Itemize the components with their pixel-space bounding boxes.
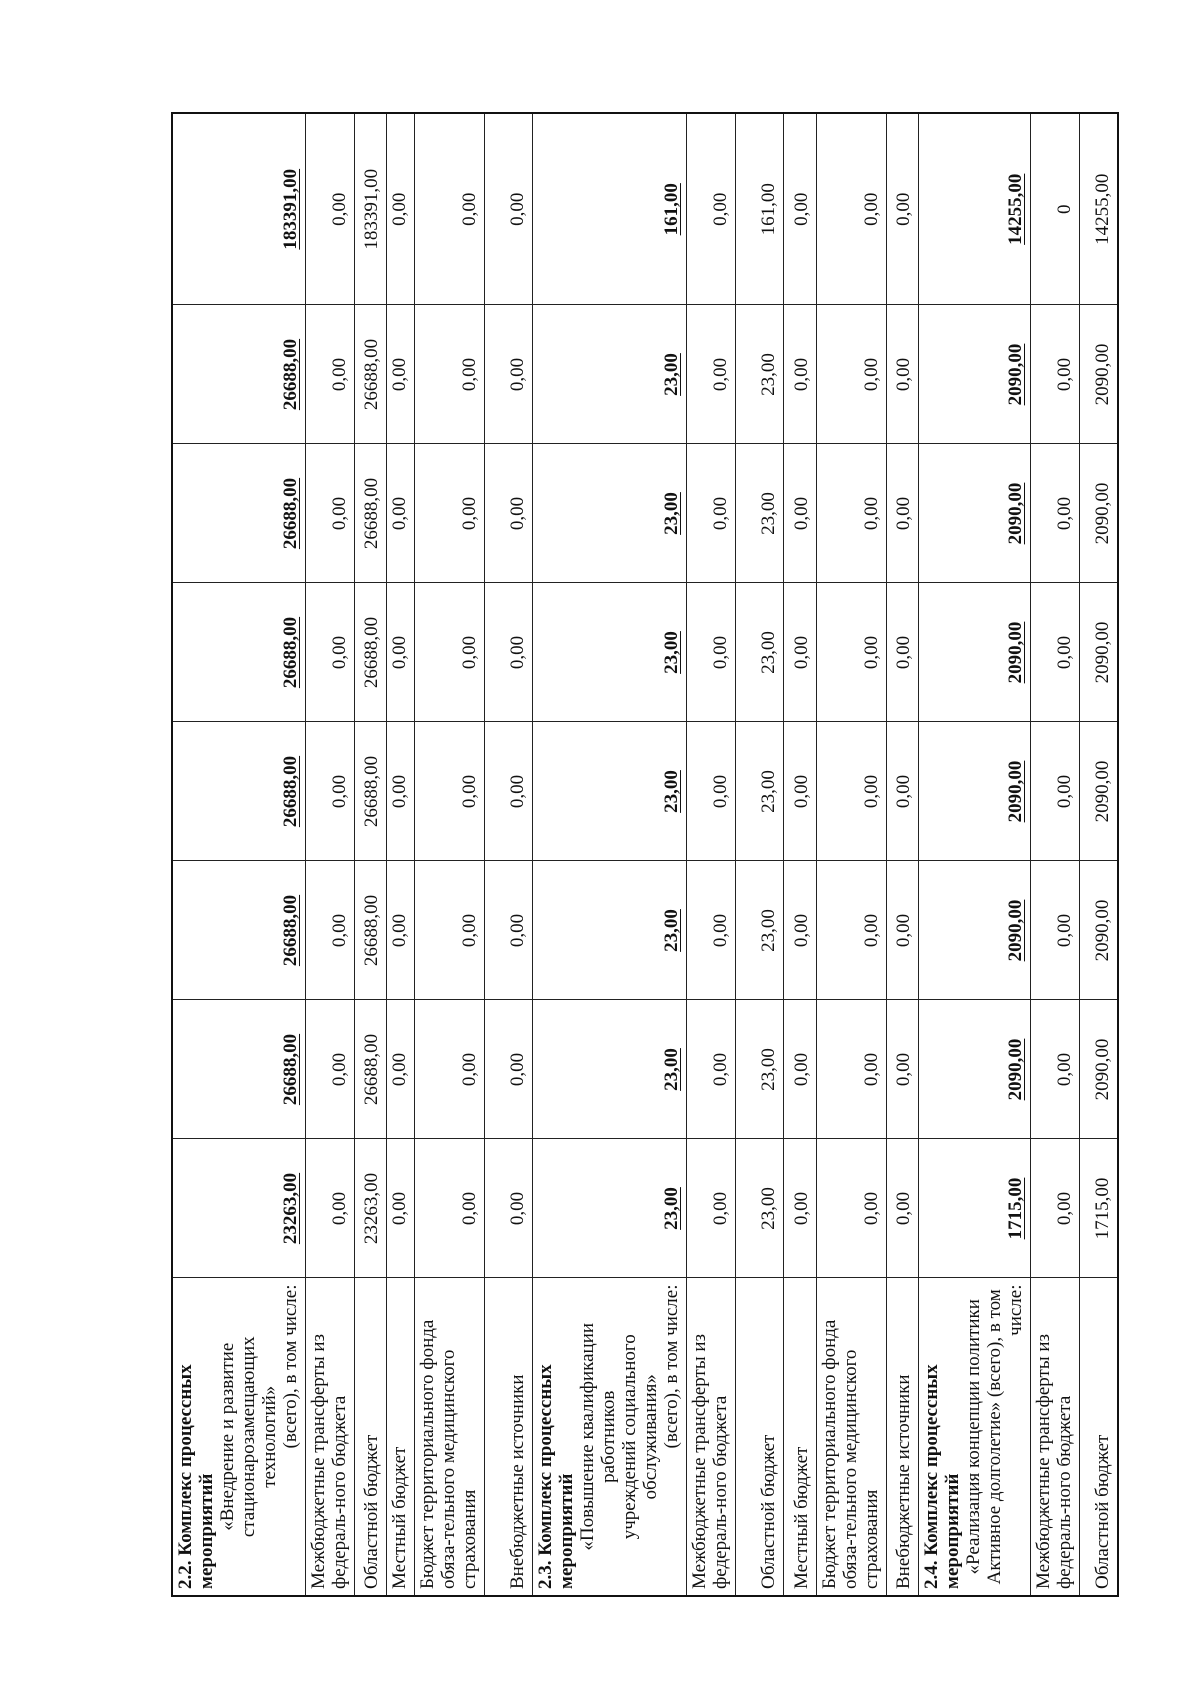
total-value-cell: 14255,00 <box>919 113 1031 305</box>
row-label-cell: Бюджет территориального фонда обяза-тельного медицинского страхования <box>415 1278 485 1596</box>
value-cell: 0,00 <box>817 444 887 583</box>
value-cell: 0,00 <box>415 444 485 583</box>
value-cell: 0,00 <box>306 444 355 583</box>
value-cell: 26688,00 <box>355 722 387 861</box>
value-cell: 0,00 <box>817 1000 887 1139</box>
total-value-cell: 0,00 <box>887 113 919 305</box>
value-cell: 0,00 <box>306 583 355 722</box>
value-cell: 0,00 <box>687 1139 736 1278</box>
value-cell: 26688,00 <box>172 1000 306 1139</box>
value-cell: 0,00 <box>306 722 355 861</box>
section-title-line: «Реализация концепции политики <box>963 1299 984 1575</box>
value-cell: 0,00 <box>306 861 355 1000</box>
table-row <box>387 113 415 1596</box>
value-cell: 0,00 <box>415 1139 485 1278</box>
total-value-cell: 183391,00 <box>355 113 387 305</box>
value-cell: 0,00 <box>784 1000 817 1139</box>
value-cell: 0,00 <box>1031 861 1080 1000</box>
value-cell: 2090,00 <box>919 722 1031 861</box>
table-row <box>1031 113 1080 1596</box>
value-cell: 2090,00 <box>1080 861 1118 1000</box>
value-cell: 0,00 <box>415 861 485 1000</box>
value-cell: 0,00 <box>1031 1139 1080 1278</box>
value-cell: 0,00 <box>1031 444 1080 583</box>
section-title: 2.2. Комплекс процессных мероприятий <box>175 1364 217 1589</box>
value-cell: 0,00 <box>485 583 533 722</box>
table-row <box>415 113 485 1596</box>
section-title-line: «Внедрение и развитие <box>217 1342 238 1531</box>
section-title: 2.4. Комплекс процессных мероприятий <box>921 1364 963 1589</box>
value-cell: 0,00 <box>387 1139 415 1278</box>
total-value-cell: 0,00 <box>306 113 355 305</box>
table-row <box>784 113 817 1596</box>
value-cell: 0,00 <box>415 1000 485 1139</box>
value-cell: 0,00 <box>784 305 817 444</box>
value-cell: 0,00 <box>387 444 415 583</box>
value-cell: 2090,00 <box>919 1000 1031 1139</box>
value-cell: 0,00 <box>485 305 533 444</box>
table-row <box>887 113 919 1596</box>
value-cell: 23,00 <box>533 1000 687 1139</box>
value-cell: 2090,00 <box>1080 305 1118 444</box>
value-cell: 23,00 <box>736 305 784 444</box>
table-row <box>736 113 784 1596</box>
total-value-cell: 161,00 <box>533 113 687 305</box>
value-cell: 23,00 <box>736 444 784 583</box>
value-cell: 0,00 <box>887 444 919 583</box>
total-value-cell: 183391,00 <box>172 113 306 305</box>
value-cell: 23263,00 <box>172 1139 306 1278</box>
value-cell: 0,00 <box>817 305 887 444</box>
value-cell: 23,00 <box>533 861 687 1000</box>
total-value-cell: 0 <box>1031 113 1080 305</box>
section-title-cell <box>533 1278 687 1596</box>
section-title-line: стационарозамещающих технологий» <box>238 1336 280 1538</box>
section-title: 2.3. Комплекс процессных мероприятий <box>535 1364 577 1589</box>
table-row <box>355 113 387 1596</box>
table-row <box>485 113 533 1596</box>
value-cell: 0,00 <box>784 583 817 722</box>
total-value-cell: 0,00 <box>784 113 817 305</box>
value-cell: 0,00 <box>485 1000 533 1139</box>
value-cell: 0,00 <box>387 583 415 722</box>
section-header-row <box>919 113 1031 1596</box>
value-cell: 0,00 <box>415 722 485 861</box>
row-label-cell: Межбюджетные трансферты из федераль-ного бюджета <box>1031 1278 1080 1596</box>
value-cell: 2090,00 <box>1080 444 1118 583</box>
value-cell: 23,00 <box>533 444 687 583</box>
row-label-cell: Областной бюджет <box>1080 1278 1118 1596</box>
section-title-tail: (всего), в том числе: <box>280 1284 301 1449</box>
value-cell: 23,00 <box>736 1000 784 1139</box>
value-cell: 0,00 <box>485 861 533 1000</box>
value-cell: 0,00 <box>784 1139 817 1278</box>
section-header-row <box>172 113 306 1596</box>
row-label-cell: Внебюджетные источники <box>485 1278 533 1596</box>
row-label-cell: Местный бюджет <box>784 1278 817 1596</box>
table-row <box>1080 113 1118 1596</box>
table-row <box>306 113 355 1596</box>
value-cell: 26688,00 <box>355 861 387 1000</box>
value-cell: 0,00 <box>306 305 355 444</box>
value-cell: 0,00 <box>306 1139 355 1278</box>
value-cell: 0,00 <box>1031 1000 1080 1139</box>
row-label-cell: Межбюджетные трансферты из федераль-ного бюджета <box>306 1278 355 1596</box>
value-cell: 1715,00 <box>1080 1139 1118 1278</box>
value-cell: 26688,00 <box>355 444 387 583</box>
value-cell: 23,00 <box>533 722 687 861</box>
value-cell: 26688,00 <box>355 1000 387 1139</box>
value-cell: 23,00 <box>533 1139 687 1278</box>
total-value-cell: 0,00 <box>415 113 485 305</box>
value-cell: 0,00 <box>387 305 415 444</box>
total-value-cell: 0,00 <box>687 113 736 305</box>
value-cell: 0,00 <box>817 1139 887 1278</box>
value-cell: 2090,00 <box>1080 722 1118 861</box>
value-cell: 26688,00 <box>355 305 387 444</box>
row-label-cell: Внебюджетные источники <box>887 1278 919 1596</box>
value-cell: 0,00 <box>817 583 887 722</box>
section-title-cell <box>919 1278 1031 1596</box>
row-label-cell: Бюджет территориального фонда обяза-тельного медицинского страхования <box>817 1278 887 1596</box>
value-cell: 0,00 <box>687 861 736 1000</box>
value-cell: 2090,00 <box>1080 1000 1118 1139</box>
value-cell: 2090,00 <box>919 305 1031 444</box>
value-cell: 0,00 <box>387 1000 415 1139</box>
table-row <box>817 113 887 1596</box>
value-cell: 0,00 <box>485 444 533 583</box>
value-cell: 0,00 <box>817 722 887 861</box>
value-cell: 0,00 <box>887 583 919 722</box>
row-label-cell: Местный бюджет <box>387 1278 415 1596</box>
value-cell: 0,00 <box>817 861 887 1000</box>
value-cell: 26688,00 <box>172 444 306 583</box>
value-cell: 0,00 <box>784 861 817 1000</box>
value-cell: 23263,00 <box>355 1139 387 1278</box>
section-title-line: учреждений социального обслуживания» <box>619 1334 661 1540</box>
value-cell: 0,00 <box>1031 305 1080 444</box>
total-value-cell: 161,00 <box>736 113 784 305</box>
total-value-cell: 0,00 <box>817 113 887 305</box>
value-cell: 23,00 <box>533 583 687 722</box>
row-label-cell: Межбюджетные трансферты из федераль-ного бюджета <box>687 1278 736 1596</box>
value-cell: 0,00 <box>784 444 817 583</box>
value-cell: 2090,00 <box>1080 583 1118 722</box>
section-title-cell <box>172 1278 306 1596</box>
budget-table <box>171 112 1119 1597</box>
value-cell: 0,00 <box>687 1000 736 1139</box>
row-label-cell: Областной бюджет <box>736 1278 784 1596</box>
value-cell: 0,00 <box>887 861 919 1000</box>
total-value-cell: 14255,00 <box>1080 113 1118 305</box>
value-cell: 26688,00 <box>172 861 306 1000</box>
value-cell: 2090,00 <box>919 444 1031 583</box>
value-cell: 0,00 <box>887 722 919 861</box>
value-cell: 0,00 <box>687 305 736 444</box>
value-cell: 0,00 <box>387 722 415 861</box>
value-cell: 0,00 <box>485 722 533 861</box>
value-cell: 0,00 <box>887 305 919 444</box>
value-cell: 26688,00 <box>172 583 306 722</box>
value-cell: 26688,00 <box>355 583 387 722</box>
value-cell: 1715,00 <box>919 1139 1031 1278</box>
value-cell: 0,00 <box>387 861 415 1000</box>
value-cell: 23,00 <box>736 583 784 722</box>
value-cell: 23,00 <box>533 305 687 444</box>
value-cell: 0,00 <box>1031 722 1080 861</box>
value-cell: 26688,00 <box>172 722 306 861</box>
section-title-tail: (всего), в том числе: <box>661 1284 682 1449</box>
budget-table-body <box>172 113 1118 1596</box>
value-cell: 2090,00 <box>919 583 1031 722</box>
total-value-cell: 0,00 <box>485 113 533 305</box>
value-cell: 0,00 <box>784 722 817 861</box>
value-cell: 0,00 <box>887 1000 919 1139</box>
section-title-tail: числе: <box>1005 1284 1026 1336</box>
rotated-table-container <box>171 114 1113 1597</box>
value-cell: 2090,00 <box>919 861 1031 1000</box>
value-cell: 23,00 <box>736 861 784 1000</box>
value-cell: 0,00 <box>415 583 485 722</box>
section-title-line: «Повышение квалификации работников <box>577 1322 619 1551</box>
value-cell: 0,00 <box>887 1139 919 1278</box>
section-header-row <box>533 113 687 1596</box>
value-cell: 0,00 <box>1031 583 1080 722</box>
value-cell: 0,00 <box>687 444 736 583</box>
total-value-cell: 0,00 <box>387 113 415 305</box>
value-cell: 0,00 <box>485 1139 533 1278</box>
table-row <box>687 113 736 1596</box>
value-cell: 0,00 <box>687 722 736 861</box>
row-label-cell: Областной бюджет <box>355 1278 387 1596</box>
value-cell: 0,00 <box>687 583 736 722</box>
value-cell: 0,00 <box>415 305 485 444</box>
value-cell: 23,00 <box>736 1139 784 1278</box>
value-cell: 23,00 <box>736 722 784 861</box>
value-cell: 26688,00 <box>172 305 306 444</box>
section-title-line: Активное долголетие» (всего), в том <box>984 1289 1005 1585</box>
value-cell: 0,00 <box>306 1000 355 1139</box>
